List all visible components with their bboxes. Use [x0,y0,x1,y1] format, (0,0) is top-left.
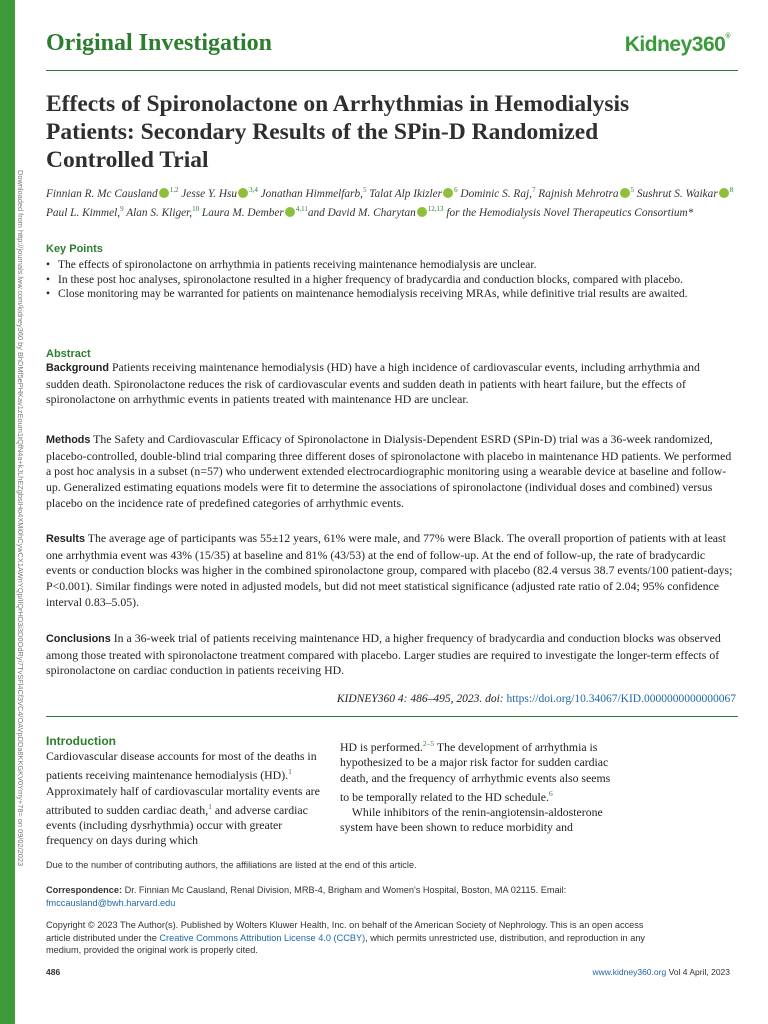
key-points-heading: Key Points [46,243,103,255]
copyright-notice: Copyright © 2023 The Author(s). Published by Wolters Kluwer Health, Inc. on behalf of the American Society of Nephrology. This is an open access article distributed under the Creative Commons Attribution License 4.0 (CCBY), which permits unrestricted use, distribution, and reproduction in any medium, provided the original work is properly cited. [46,920,646,955]
license-link[interactable]: Creative Commons Attribution License 4.0 (CCBY) [159,932,366,943]
authors-tail: for the Hemodialysis Novel Therapeutics Consortium* [446,207,694,220]
orcid-icon[interactable] [238,188,248,198]
abstract-conclusions: Conclusions In a 36-week trial of patients receiving maintenance HD, a higher frequency of bradycardia and conduction blocks was observed among those treated with spironolactone treatment compared with placebo. Larger studies are required to investigate the longer-term effects of spironolactone on cardiac conduction in patients receiving HD. [46,631,721,678]
author-name: Rajnish Mehrotra [538,187,619,200]
author-affiliation-ref: 1,2 [169,186,179,194]
journal-logo[interactable]: Kidney360® [624,33,730,56]
header-divider [46,70,738,71]
orcid-icon[interactable] [620,188,630,198]
footer-journal-info: www.kidney360.org Vol 4 April, 2023 [592,967,730,977]
author-affiliation-ref: 5 [630,186,635,194]
intro-column-left: Cardiovascular disease accounts for most of the deaths in patients receiving maintenance hemodialysis (HD).$^1$ Approximately half of cardiovascular mortality events are attributed to sudden cardiac death,$^1$ and adverse cardiac events (including dysrhythmia) occur with greater frequency on days during which [46,749,320,848]
abstract-results: Results The average age of participants was 55±12 years, 61% were male, and 77% were Black. The overall proportion of patients with at least one arrhythmia event was 43% (15/35) at baseline and 81% (43/53) at the end of follow-up. At the end of follow-up, the rate of bradycardic events or conduction blocks was higher in the combined spironolactone group, compared with placebo (82.4 versus 38.7 events/100 patient-days; P<0.001). Similar findings were noted in adjusted models, but did not meet statistical significance (adjusted rate ratio of 2.04; 95% confidence interval 0.83–5.05). [46,531,733,609]
author-affiliation-ref: 12,13 [427,205,444,214]
author-name: Talat Alp Ikizler [369,187,443,200]
affiliations-note: Due to the number of contributing authors, the affiliations are listed at the end of this article. [46,860,417,870]
author-name: Finnian R. Mc Causland [46,187,158,200]
author-list [46,183,746,222]
orcid-icon[interactable] [159,188,169,198]
author-name: Jesse Y. Hsu [181,187,238,200]
author-name: Laura M. Dember [201,207,284,220]
orcid-icon[interactable] [443,188,453,198]
doi-link[interactable]: https://doi.org/10.34067/KID.0000000000000067 [506,693,736,705]
author-separator: and [307,207,328,220]
abstract-divider [46,716,738,717]
orcid-icon[interactable] [417,207,427,217]
intro-column-right: HD is performed.$^{2-5}$ The development of arrhythmia is hypothesized to be a major risk factor for sudden cardiac death, and the frequency of arrhythmic events also seems to be temporally related to the HD schedule.$^6$ While inhibitors of the renin-angiotensin-aldosterone system have been shown to reduce morbidity and [340,739,611,835]
site-link[interactable]: www.kidney360.org [592,967,667,977]
introduction-heading: Introduction [46,734,116,748]
citation-line: KIDNEY360 4: 486–495, 2023. doi: https://doi.org/10.34067/KID.0000000000000067 [336,693,736,705]
author-name: Paul L. Kimmel, [46,207,121,220]
orcid-icon[interactable] [285,207,295,217]
abstract-methods: Methods The Safety and Cardiovascular Efficacy of Spironolactone in Dialysis-Dependent ESRD (SPin-D) trial was a 36-week randomized, placebo-controlled, double-blind trial comparing three different doses of spironolactone with placebo in maintenance HD patients. We performed a post hoc analysis in a subset (n=57) who underwent extended electrocardiographic monitoring using a wearable device at baseline and follow-up. Generalized estimating equations models were fit to determine the associations of spironolactone (individual doses and combined) versus placebo on the incidence rate of predefined categories of arrhythmic events. [46,432,732,510]
download-note: Downloaded from http://journals.lww.com/kidney360 by BhDMf5ePHKav1zEoum1tQfN4a+kJLhEZgbsIHo4XMi0hCywCX1AWnYQp/IlQrHD3i3D0OdRyi7TvSFl4Cf3VC4/OAVpDDa8KKGKV0Ymy+78= on 09/02/2023 [16,170,25,867]
article-title: Effects of Spironolactone on Arrhythmias in Hemodialysis Patients: Secondary Results of the SPin-D Randomized Controlled Trial [46,91,630,173]
author-name: Alan S. Kliger, [126,207,193,220]
author-name: Sushrut S. Waikar [636,187,718,200]
author-affiliation-ref: 4,11 [295,205,308,214]
correspondence: Correspondence: Dr. Finnian Mc Causland, Renal Division, MRB-4, Brigham and Women's Hospital, Boston, MA 02115. Email: fmccausland@bwh.harvard.edu [46,885,567,908]
orcid-icon[interactable] [719,188,729,198]
author-affiliation-ref: 3,4 [249,186,258,194]
author-name: Jonathan Himmelfarb, [260,187,363,200]
author-affiliation-ref: 5 [362,186,367,194]
abstract-heading: Abstract [46,348,91,360]
author-affiliation-ref: 9 [120,205,124,214]
author-name: Dominic S. Raj, [460,187,532,200]
key-point-item: • Close monitoring may be warranted for patients on maintenance hemodialysis receiving MRAs, while definitive trial results are awaited. [46,287,736,302]
author-affiliation-ref: 6 [454,186,458,194]
abstract-background: Background Patients receiving maintenance hemodialysis (HD) have a high incidence of cardiovascular events, including arrhythmia and sudden death. Spironolactone reduces the risk of cardiovascular events and sudden death in patients with heart failure, but the effects of spironolactone on arrhythmic events in patients treated with maintenance HD are unclear. [46,360,700,407]
key-point-item: • The effects of spironolactone on arrhythmia in patients receiving maintenance hemodialysis are unclear. [46,258,736,273]
author-affiliation-ref: 7 [531,186,536,194]
page-number: 486 [46,967,61,977]
author-affiliation-ref: 8 [729,186,734,194]
author-name: David M. Charytan [327,207,416,220]
side-color-bar [0,0,15,1024]
email-link[interactable]: fmccausland@bwh.harvard.edu [46,897,176,908]
section-label: Original Investigation [46,30,273,56]
author-affiliation-ref: 10 [192,205,200,214]
key-points-list [46,258,736,302]
key-point-item: • In these post hoc analyses, spironolactone resulted in a higher frequency of bradycardia and conduction blocks, compared with placebo. [46,273,736,288]
